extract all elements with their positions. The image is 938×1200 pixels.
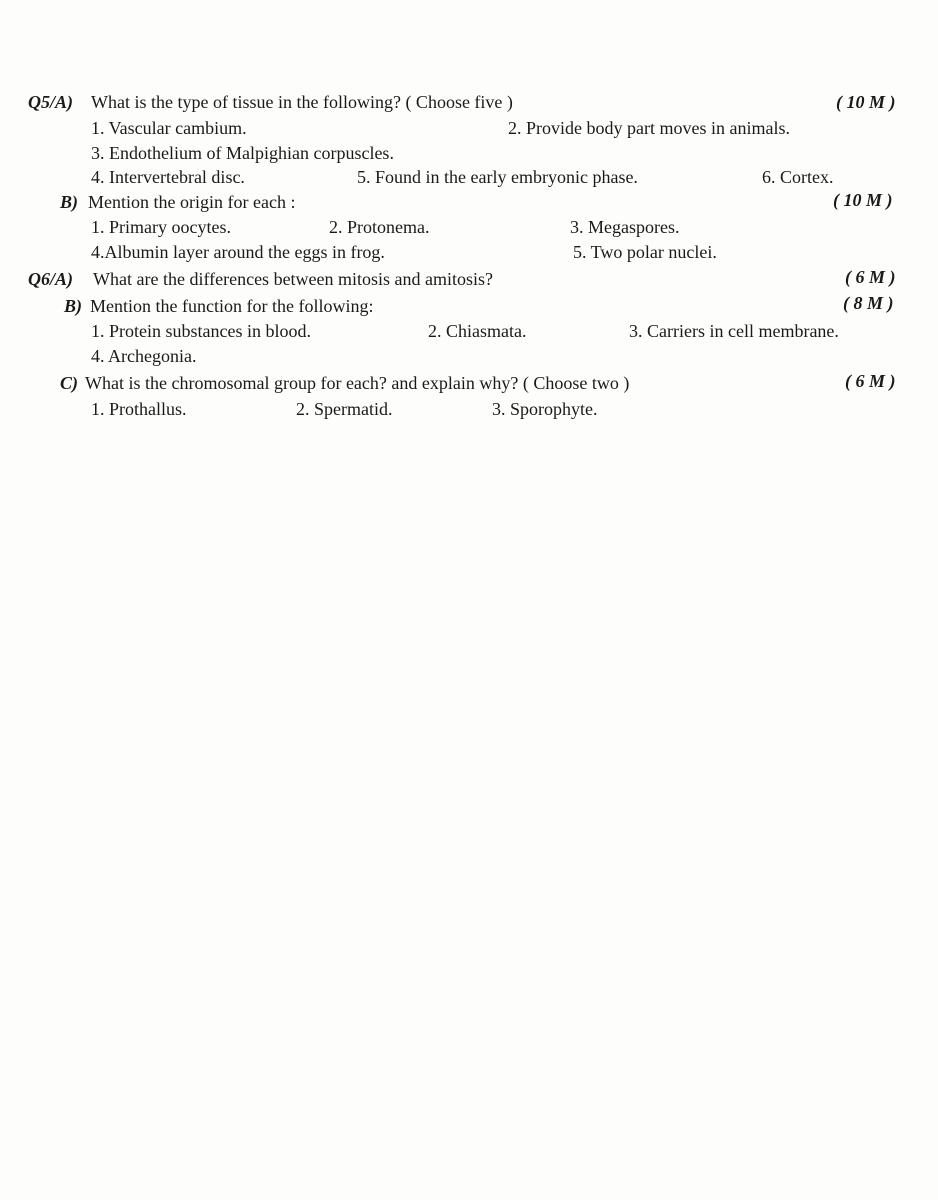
q6-b-item: 3. Carriers in cell membrane. bbox=[629, 321, 839, 341]
q5-a-item: 3. Endothelium of Malpighian corpuscles. bbox=[91, 143, 394, 163]
q5-b-item: 5. Two polar nuclei. bbox=[573, 242, 717, 262]
q6-b-label: B) bbox=[64, 296, 82, 316]
q6-c-item: 1. Prothallus. bbox=[91, 399, 187, 419]
q6-b-item: 1. Protein substances in blood. bbox=[91, 321, 311, 341]
q5-b-item: 3. Megaspores. bbox=[570, 217, 680, 237]
q6-c-question: What is the chromosomal group for each? and explain why? ( Choose two ) bbox=[85, 373, 630, 393]
q5-a-item: 6. Cortex. bbox=[762, 167, 834, 187]
q6-b-item: 2. Chiasmata. bbox=[428, 321, 527, 341]
q6-c-item: 3. Sporophyte. bbox=[492, 399, 598, 419]
q5-b-question: Mention the origin for each : bbox=[88, 192, 296, 212]
q5-a-item: 2. Provide body part moves in animals. bbox=[508, 118, 790, 138]
q5-b-item: 2. Protonema. bbox=[329, 217, 430, 237]
q6-b-item: 4. Archegonia. bbox=[91, 346, 197, 366]
q5-a-marks: ( 10 M ) bbox=[836, 92, 896, 112]
q5-a-label: Q5/A) bbox=[28, 92, 73, 112]
q5-a-item: 5. Found in the early embryonic phase. bbox=[357, 167, 638, 187]
q6-b-marks: ( 8 M ) bbox=[843, 293, 894, 313]
q6-c-marks: ( 6 M ) bbox=[845, 371, 896, 391]
q5-a-item: 4. Intervertebral disc. bbox=[91, 167, 245, 187]
q6-b-question: Mention the function for the following: bbox=[90, 296, 374, 316]
q5-b-item: 4.Albumin layer around the eggs in frog. bbox=[91, 242, 385, 262]
q6-a-question: What are the differences between mitosis and amitosis? bbox=[93, 269, 494, 289]
q6-c-label: C) bbox=[60, 373, 78, 393]
q6-c-item: 2. Spermatid. bbox=[296, 399, 393, 419]
q5-b-label: B) bbox=[60, 192, 78, 212]
q5-b-item: 1. Primary oocytes. bbox=[91, 217, 231, 237]
q6-a-marks: ( 6 M ) bbox=[845, 267, 896, 287]
q5-a-item: 1. Vascular cambium. bbox=[91, 118, 247, 138]
q6-a-label: Q6/A) bbox=[28, 269, 73, 289]
q5-b-marks: ( 10 M ) bbox=[833, 190, 893, 210]
q5-a-question: What is the type of tissue in the following? ( Choose five ) bbox=[91, 92, 513, 112]
